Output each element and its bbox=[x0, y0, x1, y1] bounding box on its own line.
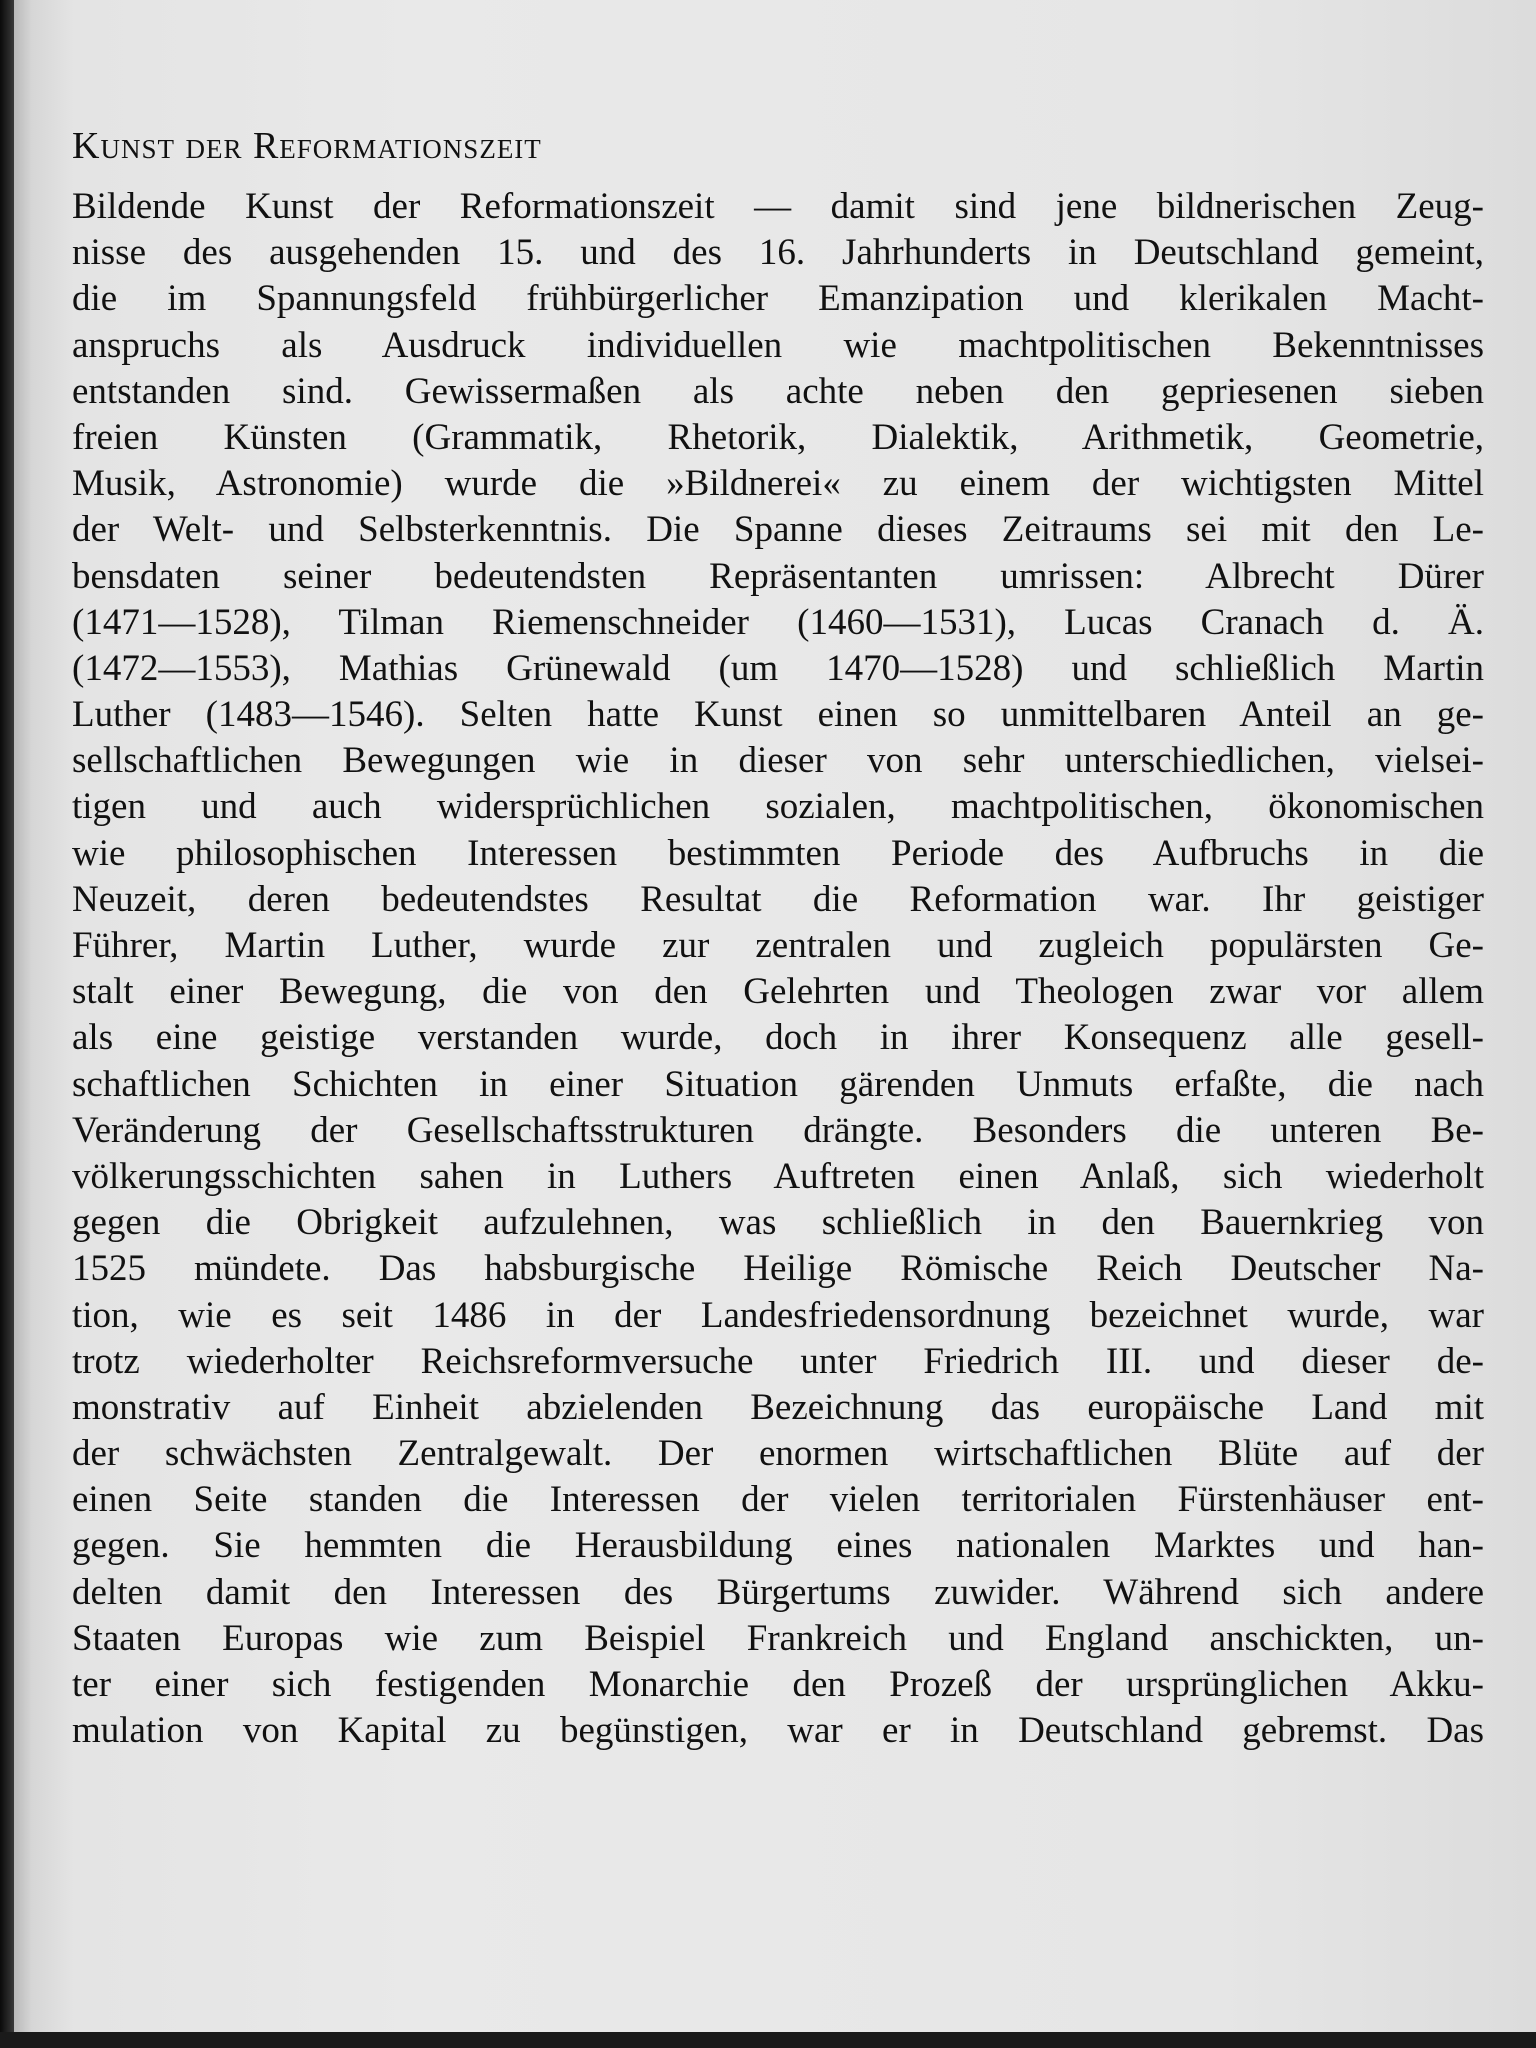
text-line: freien Künsten (Grammatik, Rhetorik, Dialektik, Arithmetik, Geometrie, bbox=[72, 416, 1484, 458]
text-line: (1471—1528), Tilman Riemenschneider (1460—1531), Lucas Cranach d. Ä. bbox=[72, 601, 1484, 643]
text-line: schaftlichen Schichten in einer Situation gärenden Unmuts erfaßte, die nach bbox=[72, 1063, 1484, 1105]
text-line: Führer, Martin Luther, wurde zur zentralen und zugleich populärsten Ge- bbox=[72, 925, 1484, 966]
text-line: ter einer sich festigenden Monarchie den Prozeß der ursprünglichen Akku- bbox=[72, 1664, 1484, 1705]
text-line: Neuzeit, deren bedeutendstes Resultat die Reformation war. Ihr geistiger bbox=[72, 878, 1484, 920]
text-line: wie philosophischen Interessen bestimmten Periode des Aufbruchs in die bbox=[72, 832, 1484, 874]
book-spine-shadow bbox=[0, 0, 14, 2048]
text-line: Staaten Europas wie zum Beispiel Frankreich und England anschickten, un- bbox=[72, 1617, 1484, 1659]
book-page bbox=[14, 0, 1536, 2032]
text-line: (1472—1553), Mathias Grünewald (um 1470—1528) und schließlich Martin bbox=[72, 647, 1484, 689]
page-bottom-edge bbox=[0, 2032, 1536, 2048]
text-line: Luther (1483—1546). Selten hatte Kunst einen so unmittelbaren Anteil an ge- bbox=[72, 694, 1484, 736]
text-line: trotz wiederholter Reichsreformversuche unter Friedrich III. und dieser de- bbox=[72, 1340, 1484, 1382]
text-line: stalt einer Bewegung, die von den Gelehrten und Theologen zwar vor allem bbox=[72, 971, 1484, 1013]
text-line: völkerungsschichten sahen in Luthers Auftreten einen Anlaß, sich wiederholt bbox=[72, 1155, 1484, 1197]
text-line: der Welt- und Selbsterkenntnis. Die Spanne dieses Zeitraums sei mit den Le- bbox=[72, 509, 1484, 551]
text-line: 1525 mündete. Das habsburgische Heilige Römische Reich Deutscher Na- bbox=[72, 1248, 1484, 1290]
text-line: einen Seite standen die Interessen der vielen territorialen Fürstenhäuser ent- bbox=[72, 1479, 1484, 1521]
text-line: der schwächsten Zentralgewalt. Der enormen wirtschaftlichen Blüte auf der bbox=[72, 1433, 1484, 1475]
text-line: tion, wie es seit 1486 in der Landesfriedensordnung bezeichnet wurde, war bbox=[72, 1294, 1484, 1336]
text-line: delten damit den Interessen des Bürgertums zuwider. Während sich andere bbox=[72, 1571, 1484, 1613]
text-line: sellschaftlichen Bewegungen wie in dieser von sehr unterschiedlichen, vielsei- bbox=[72, 740, 1484, 782]
text-line: anspruchs als Ausdruck individuellen wie machtpolitischen Bekenntnisses bbox=[72, 324, 1484, 366]
text-line: entstanden sind. Gewissermaßen als achte neben den gepriesenen sieben bbox=[72, 370, 1484, 412]
text-line: tigen und auch widersprüchlichen sozialen, machtpolitischen, ökonomischen bbox=[72, 786, 1484, 828]
text-line: gegen die Obrigkeit aufzulehnen, was schließlich in den Bauernkrieg von bbox=[72, 1202, 1484, 1244]
text-line: gegen. Sie hemmten die Herausbildung eines nationalen Marktes und han- bbox=[72, 1525, 1484, 1567]
text-line: nisse des ausgehenden 15. und des 16. Jahrhunderts in Deutschland gemeint, bbox=[72, 232, 1484, 274]
body-paragraph bbox=[72, 184, 1484, 1754]
text-line: als eine geistige verstanden wurde, doch in ihrer Konsequenz alle gesell- bbox=[72, 1017, 1484, 1059]
text-line: Veränderung der Gesellschaftsstrukturen drängte. Besonders die unteren Be- bbox=[72, 1109, 1484, 1151]
text-line: mulation von Kapital zu begünstigen, war er in Deutschland gebremst. Das bbox=[72, 1710, 1484, 1752]
text-line: die im Spannungsfeld frühbürgerlicher Emanzipation und klerikalen Macht- bbox=[72, 278, 1484, 320]
text-line: bensdaten seiner bedeutendsten Repräsentanten umrissen: Albrecht Dürer bbox=[72, 555, 1484, 597]
section-heading: Kunst der Reformationszeit bbox=[72, 125, 542, 167]
text-line: Bildende Kunst der Reformationszeit — damit sind jene bildnerischen Zeug- bbox=[72, 186, 1484, 227]
text-line: monstrativ auf Einheit abzielenden Bezeichnung das europäische Land mit bbox=[72, 1386, 1484, 1428]
text-line: Musik, Astronomie) wurde die »Bildnerei« zu einem der wichtigsten Mittel bbox=[72, 463, 1484, 505]
